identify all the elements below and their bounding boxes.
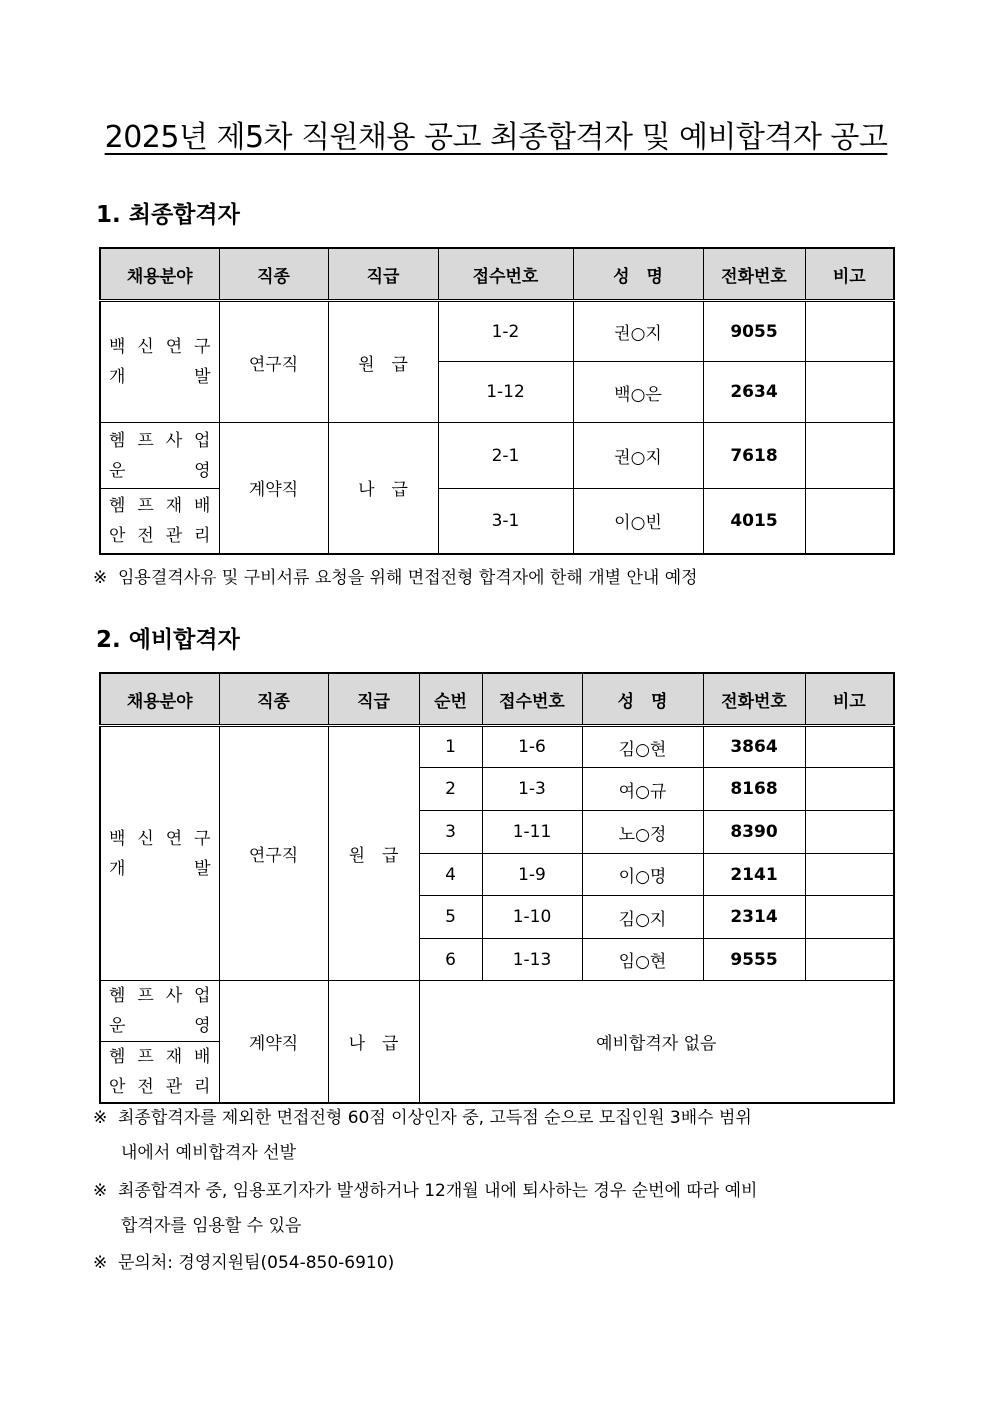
phone-cell: 4015 [703,489,805,554]
field-line: 개 발 [109,367,211,387]
header-grade: 직급 [328,248,438,301]
type-cell: 연구직 [219,301,328,423]
no-reserve-cell: 예비합격자 없음 [419,981,894,1104]
header-phone: 전화번호 [703,248,805,301]
header-note: 비고 [805,673,894,726]
name-cell: 권○지 [573,301,703,362]
receipt-number-cell: 1-10 [482,896,582,939]
field-cell [100,301,219,423]
order-cell: 6 [419,939,482,981]
field-line: 백 신 연 구 [109,337,211,357]
phone-cell: 2634 [703,362,805,423]
field-line: 백 신 연 구 [109,828,211,849]
header-field: 채용분야 [100,248,219,301]
header-name: 성 명 [573,248,703,301]
name-cell: 권○지 [573,423,703,489]
field-line: 운 영 [109,1016,211,1036]
note-mark: ※ [93,568,108,588]
note-cell [805,726,894,768]
field-line: 헴 프 사 업 [109,430,211,451]
field-cell [100,981,219,1042]
note-cell [805,768,894,811]
contact-note: ※ 문의처: 경영지원팀(054-850-6910) [93,1246,898,1281]
field-cell [100,489,219,554]
table-header-row [100,673,894,726]
field-line: 개 발 [109,858,211,879]
name-cell: 백○은 [573,362,703,423]
field-cell [100,1042,219,1104]
phone-cell: 9555 [703,939,805,981]
header-field: 채용분야 [100,673,219,726]
header-type: 직종 [219,673,328,726]
table-row [100,981,894,1042]
name-cell: 여○규 [582,768,703,811]
note-cell [805,811,894,854]
header-order: 순번 [419,673,482,726]
header-note: 비고 [805,248,894,301]
phone-cell: 2314 [703,896,805,939]
phone-cell: 3864 [703,726,805,768]
type-cell: 계약직 [219,981,328,1104]
grade-cell: 나 급 [328,981,419,1104]
phone-cell: 7618 [703,423,805,489]
name-cell: 임○현 [582,939,703,981]
phone-cell: 8390 [703,811,805,854]
note-cell [805,854,894,896]
phone-cell: 8168 [703,768,805,811]
receipt-number-cell: 1-12 [438,362,573,423]
field-line: 안 전 관 리 [109,1077,211,1097]
receipt-number-cell: 1-11 [482,811,582,854]
final-footnote: ※ 임용결격사유 및 구비서류 요청을 위해 면접전형 합격자에 한해 개별 안내 예정 [93,561,898,596]
phone-cell: 2141 [703,854,805,896]
name-cell: 김○현 [582,726,703,768]
note-cell [805,489,894,554]
table-row [100,301,894,362]
order-cell: 3 [419,811,482,854]
order-cell: 2 [419,768,482,811]
receipt-number-cell: 1-3 [482,768,582,811]
type-cell: 계약직 [219,423,328,554]
final-table [99,247,895,555]
table-row [100,423,894,489]
field-line: 헴 프 재 배 [109,495,211,516]
note-mark: ※ [93,1181,108,1201]
header-grade: 직급 [328,673,419,726]
note-mark: ※ [93,1108,108,1128]
receipt-number-cell: 1-9 [482,854,582,896]
note-cell [805,896,894,939]
reserve-note: ※ 최종합격자 중, 임용포기자가 발생하거나 12개월 내에 퇴사하는 경우 순번에 따라 예비 합격자를 임용할 수 있음 [93,1174,898,1244]
header-type: 직종 [219,248,328,301]
field-cell [100,423,219,489]
receipt-number-cell: 2-1 [438,423,573,489]
receipt-number-cell: 1-13 [482,939,582,981]
note-mark: ※ [93,1253,108,1273]
reserve-table [99,672,895,1104]
reserve-note: ※ 최종합격자를 제외한 면접전형 60점 이상인자 중, 고득점 순으로 모집인원 3배수 범위 내에서 예비합격자 선발 [93,1101,898,1171]
order-cell: 4 [419,854,482,896]
name-cell: 이○명 [582,854,703,896]
field-line: 운 영 [109,460,211,481]
note-cell [805,939,894,981]
header-receipt-number: 접수번호 [482,673,582,726]
phone-cell: 9055 [703,301,805,362]
note-cell [805,423,894,489]
field-cell [100,726,219,981]
order-cell: 1 [419,726,482,768]
type-cell: 연구직 [219,726,328,981]
name-cell: 김○지 [582,896,703,939]
name-cell: 이○빈 [573,489,703,554]
field-line: 안 전 관 리 [109,525,211,546]
grade-cell: 나 급 [328,423,438,554]
receipt-number-cell: 1-6 [482,726,582,768]
table-header-row [100,248,894,301]
section-heading-final: 1. 최종합격자 [96,202,240,228]
header-name: 성 명 [582,673,703,726]
field-line: 헴 프 사 업 [109,986,211,1006]
section-heading-reserve: 2. 예비합격자 [96,627,240,653]
table-row [100,726,894,768]
note-cell [805,362,894,423]
receipt-number-cell: 3-1 [438,489,573,554]
header-phone: 전화번호 [703,673,805,726]
grade-cell: 원 급 [328,726,419,981]
note-cell [805,301,894,362]
receipt-number-cell: 1-2 [438,301,573,362]
field-line: 헴 프 재 배 [109,1047,211,1067]
name-cell: 노○정 [582,811,703,854]
order-cell: 5 [419,896,482,939]
header-receipt-number: 접수번호 [438,248,573,301]
page-title: 2025년 제5차 직원채용 공고 최종합격자 및 예비합격자 공고 [104,120,888,155]
grade-cell: 원 급 [328,301,438,423]
